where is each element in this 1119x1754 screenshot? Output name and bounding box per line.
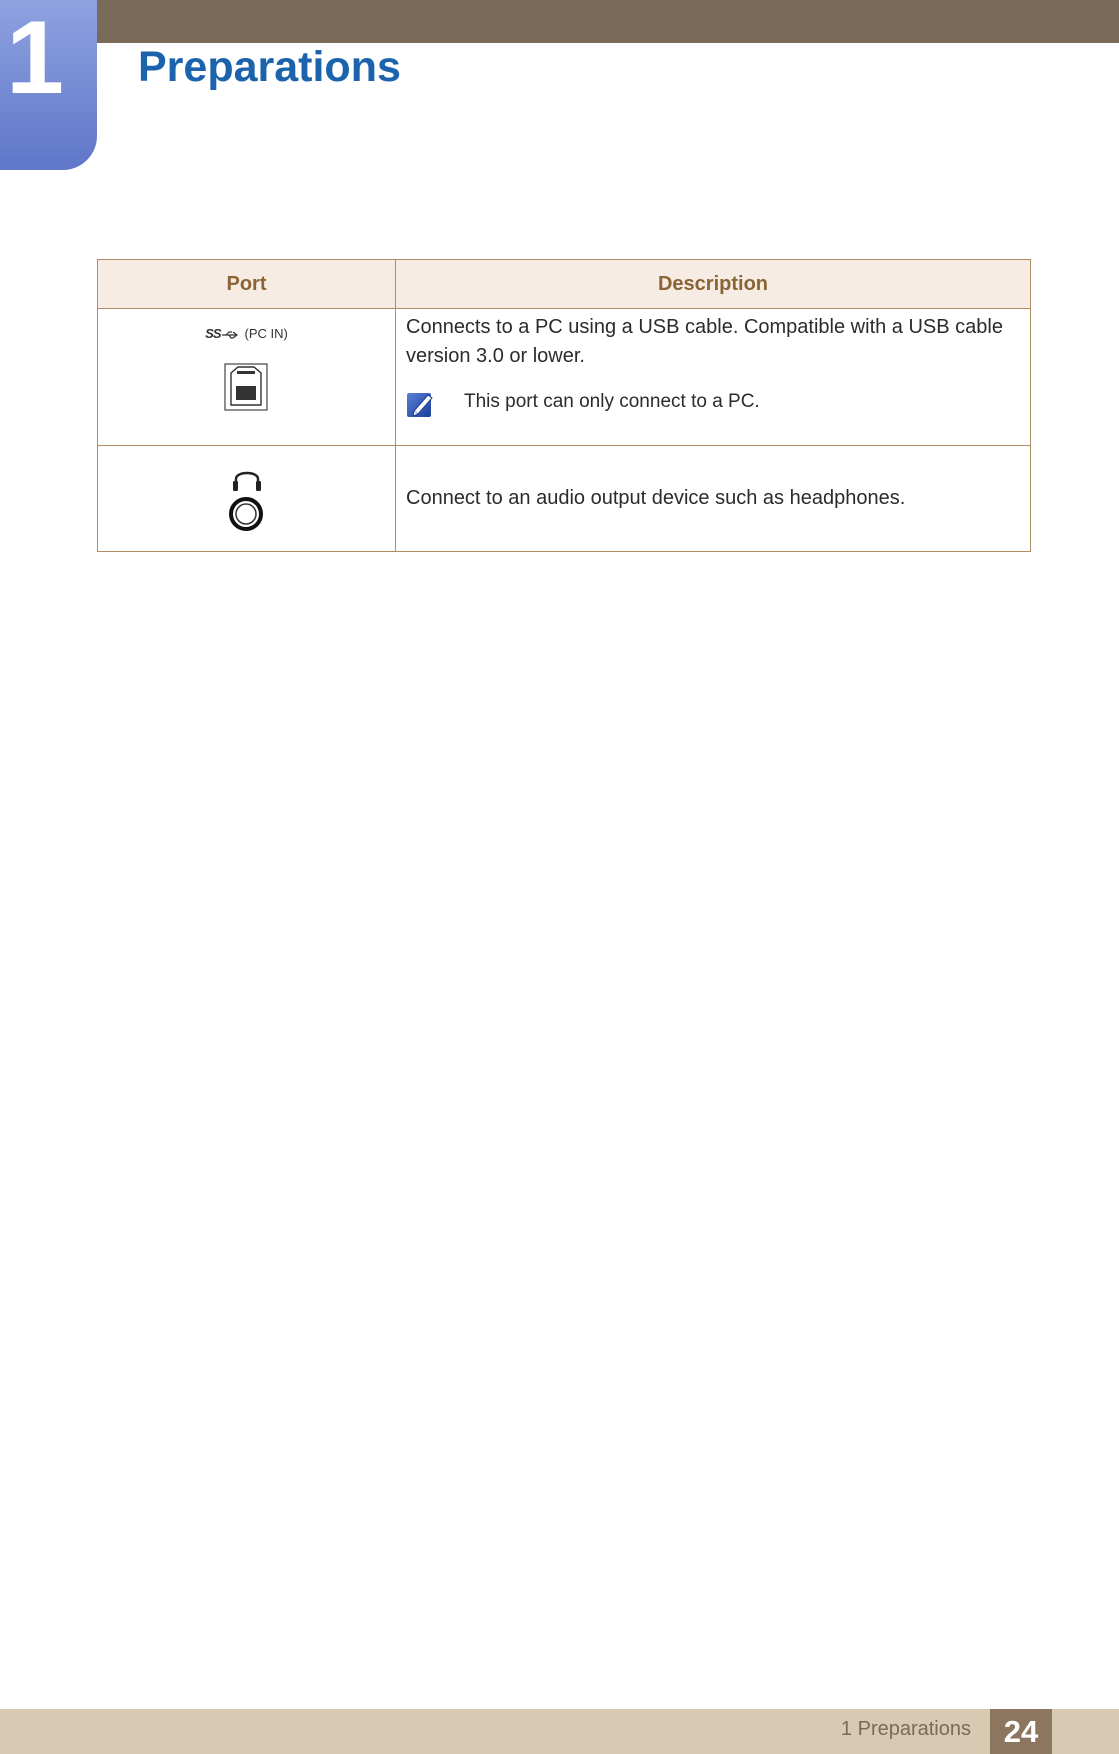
note-pencil-icon (406, 389, 436, 419)
page-number: 24 (990, 1709, 1052, 1754)
usb-port-label-text: (PC IN) (244, 326, 288, 341)
footer-chapter-label: 1 Preparations (840, 1718, 971, 1740)
description-cell (396, 309, 1031, 446)
port-table (97, 259, 1031, 552)
usb-port-label (98, 327, 395, 340)
table-row (98, 446, 1031, 552)
table-row (98, 309, 1031, 446)
table-header-row (98, 260, 1031, 309)
port-cell (98, 309, 396, 446)
chapter-tab (0, 0, 97, 170)
usb-superspeed-icon (205, 327, 240, 340)
headphone-icon (229, 464, 265, 494)
headphone-jack-icon (228, 496, 264, 532)
audio-description: Connect to an audio output device such as headphones. (406, 487, 906, 509)
note-text: This port can only connect to a PC. (464, 391, 760, 412)
usb-description: Connects to a PC using a USB cable. Compatible with a USB cable version 3.0 or lower. (406, 316, 1003, 367)
note (406, 389, 1020, 421)
usb-symbol-text: SS (205, 326, 221, 341)
description-column-header: Description (396, 260, 1031, 309)
page-title: Preparations (138, 43, 401, 91)
port-cell (98, 446, 396, 552)
chapter-number: 1 (6, 0, 64, 116)
top-bar (0, 0, 1119, 43)
usb-3-port-icon (224, 363, 268, 411)
port-column-header: Port (98, 260, 396, 309)
description-cell (396, 446, 1031, 552)
